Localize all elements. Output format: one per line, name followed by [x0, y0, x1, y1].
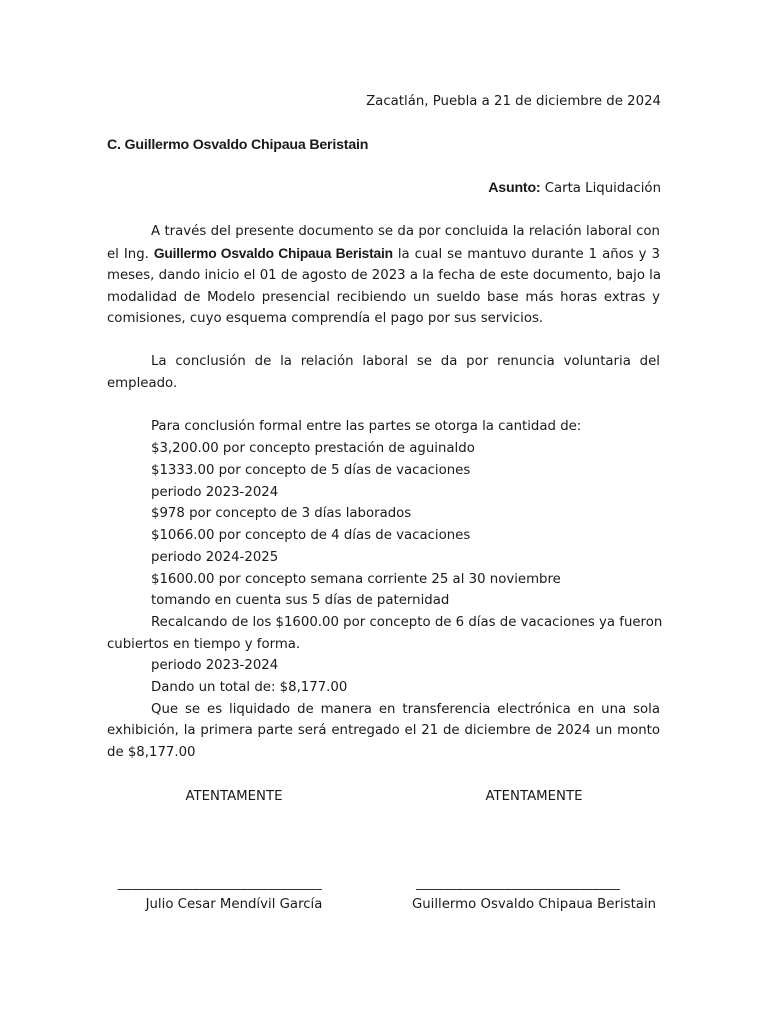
subject-value: Carta Liquidación	[544, 181, 661, 196]
p1-line-5: comisiones, cuyo esquema comprendía el pago por sus servicios.	[107, 311, 544, 326]
p3-cubiertos: cubiertos en tiempo y forma.	[107, 637, 301, 652]
signature-line-left: ______________________________	[118, 876, 322, 891]
p1-line-4: modalidad de Modelo presencial recibiendo un sueldo base más horas extras y	[107, 290, 660, 305]
p3-aguinaldo: $3,200.00 por concepto prestación de aguinaldo	[151, 441, 475, 456]
signature-line-right: ______________________________	[416, 876, 620, 891]
p3-vacaciones-4: $1066.00 por concepto de 4 días de vacaciones	[151, 528, 471, 543]
signer-name-left: Julio Cesar Mendívil García	[145, 897, 323, 912]
recipient-name: C. Guillermo Osvaldo Chipaua Beristain	[107, 137, 369, 153]
p1-line-3: meses, dando inicio el 01 de agosto de 2023 a la fecha de este documento, bajo la	[107, 268, 662, 283]
subject-label: Asunto:	[488, 180, 541, 196]
p3-periodo-2: periodo 2024-2025	[151, 550, 279, 565]
p1-line-2	[107, 245, 660, 264]
closing-right: ATENTAMENTE	[485, 789, 583, 804]
p2-line-2: empleado.	[107, 376, 178, 391]
p3-periodo-1: periodo 2023-2024	[151, 485, 279, 500]
p3-total: Dando un total de: $8,177.00	[151, 680, 348, 695]
p3-line-1: Para conclusión formal entre las partes se otorga la cantidad de:	[151, 419, 582, 434]
p3-monto: de $8,177.00	[107, 745, 196, 760]
signer-name-right: Guillermo Osvaldo Chipaua Beristain	[411, 897, 657, 912]
p3-recalcando: Recalcando de los $1600.00 por concepto de 6 días de vacaciones ya fueron	[151, 615, 663, 630]
p3-liquidado: Que se es liquidado de manera en transferencia electrónica en una sola	[151, 702, 660, 717]
p2-line-1: La conclusión de la relación laboral se da por renuncia voluntaria del	[151, 354, 660, 369]
p3-laborados: $978 por concepto de 3 días laborados	[151, 506, 412, 521]
p3-semana: $1600.00 por concepto semana corriente 25 al 30 noviembre	[151, 572, 561, 587]
p1-duration: la cual se mantuvo durante 1 años y 3	[397, 247, 660, 262]
p1-employee-name: Guillermo Osvaldo Chipaua Beristain	[153, 246, 393, 261]
p1-line-1: A través del presente documento se da por concluida la relación laboral con	[151, 224, 660, 239]
p3-periodo-3: periodo 2023-2024	[151, 658, 279, 673]
closing-left: ATENTAMENTE	[185, 789, 283, 804]
p3-vacaciones-5: $1333.00 por concepto de 5 días de vacaciones	[151, 463, 471, 478]
p3-exhibicion: exhibición, la primera parte será entregado el 21 de diciembre de 2024 un monto	[107, 723, 660, 738]
place-date: Zacatlán, Puebla a 21 de diciembre de 2024	[366, 94, 661, 109]
p1-ing: el Ing.	[107, 247, 149, 262]
p3-paternidad: tomando en cuenta sus 5 días de paternidad	[151, 593, 450, 608]
subject-line	[488, 179, 661, 198]
